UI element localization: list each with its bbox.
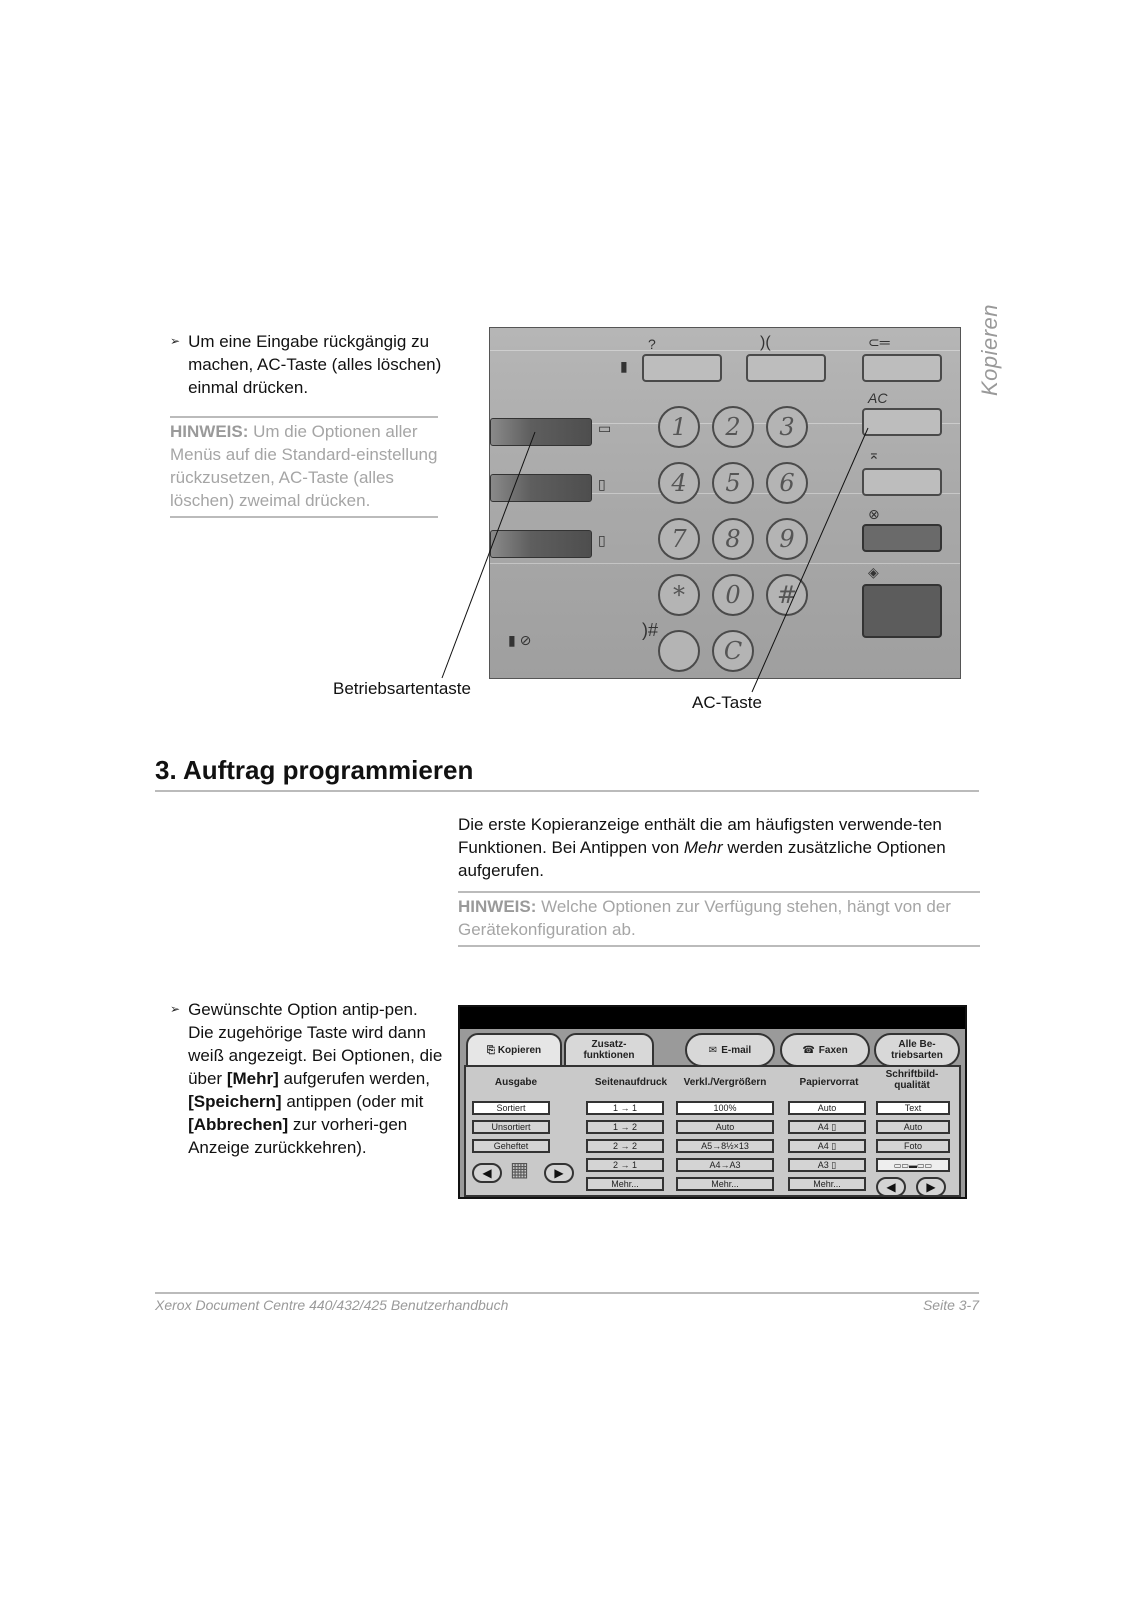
intro-emphasis: Mehr [683,838,723,857]
hint-label: HINWEIS: [458,897,537,916]
footer-manual-title: Xerox Document Centre 440/432/425 Benutzerhandbuch [155,1297,509,1313]
ac-label: AC [868,390,888,406]
indicator-mark: ▮ [620,358,628,374]
copy-mode-icon: ▭ [598,420,612,436]
intro-text-1: Die erste Kopieranzeige enthält die am häufigsten verwende-ten Funktionen. Bei Antippen von [458,815,942,857]
section-intro [458,813,980,882]
select-instruction [170,998,445,1159]
quality-auto-button[interactable]: Auto [876,1120,950,1134]
mode-key-leader-line [442,432,535,678]
select-instruction-text: Gewünschte Option antip-pen. Die zugehörige Taste wird dann weiß angezeigt. Bei Optionen, die über [Mehr] aufgerufen werden, [Speichern] antippen (oder mit [Abbrechen] zur vorheri-gen Anzeige zurückkehren). [188,1000,443,1157]
undo-instruction-text: Um eine Eingabe rückgängig zu machen, AC-Taste (alles löschen) einmal drücken. [188,332,442,397]
copy-touchscreen-photo [458,1005,967,1199]
fax-tab-icon: ☎ [802,1044,815,1056]
sides-2-1-button[interactable]: 2 → 1 [586,1158,664,1172]
section-divider [155,790,979,792]
column-output-heading: Ausgabe [494,1077,538,1088]
sides-more-button[interactable]: Mehr... [586,1177,664,1191]
right-arrow-icon[interactable]: ▶ [544,1163,574,1183]
quality-photo-button[interactable]: Foto [876,1139,950,1153]
column-image-quality-heading: Schriftbild-qualität [885,1069,939,1091]
footer-page-number: Seite 3-7 [922,1297,979,1313]
mode-key-caption: Betriebsartentaste [333,679,471,698]
sides-1-1-button[interactable]: 1 → 1 [586,1101,664,1115]
left-arrow-icon[interactable]: ◀ [472,1163,502,1183]
lighter-icon[interactable]: ◀ [876,1177,906,1197]
key-clear[interactable]: C [712,630,754,672]
key-1[interactable]: 1 [658,406,700,448]
paper-a4-portrait-button[interactable]: A4 ▯ [788,1120,866,1134]
key-8[interactable]: 8 [712,518,754,560]
bullet-arrow-icon: ➢ [170,1002,181,1016]
quality-text-button[interactable]: Text [876,1101,950,1115]
key-2[interactable]: 2 [712,406,754,448]
energy-saver-icon: ▮ ⊘ [508,632,532,648]
hint-configuration-note [458,891,980,947]
output-uncollated-button[interactable]: Unsortiert [472,1120,550,1134]
redial-icon: )# [642,620,659,640]
section-heading: 3. Auftrag programmieren [155,755,474,785]
hint-text: Welche Optionen zur Verfügung stehen, hängt von der Gerätekonfiguration ab. [458,897,951,939]
paper-a4-landscape-button[interactable]: A4 ▯ [788,1139,866,1153]
tab-email[interactable]: ✉ E-mail [685,1033,775,1067]
key-star[interactable]: * [658,574,700,616]
lighten-darken-scale[interactable]: ▭▭▬▭▭ [876,1158,950,1172]
output-stapled-button[interactable]: Geheftet [472,1139,550,1153]
reduce-more-button[interactable]: Mehr... [676,1177,774,1191]
start-icon: ◈ [868,564,879,580]
ac-key-leader-line [752,428,868,692]
copy-options-panel [464,1065,961,1197]
reduce-auto-button[interactable]: Auto [676,1120,774,1134]
tab-copy[interactable]: ⎘ Kopieren [466,1033,562,1067]
interrupt-icon: ⌅ [868,446,880,462]
key-6[interactable]: 6 [766,462,808,504]
paper-more-button[interactable]: Mehr... [788,1177,866,1191]
column-sides-heading: Seitenaufdruck [594,1077,668,1088]
pause-icon: )( [760,334,771,351]
key-hash[interactable]: # [766,574,808,616]
column-reduce-enlarge-heading: Verkl./Vergrößern [683,1077,767,1088]
ac-key-caption: AC-Taste [692,693,762,712]
paper-a3-button[interactable]: A3 ▯ [788,1158,866,1172]
copy-tab-icon: ⎘ [486,1044,495,1056]
reduce-a5-button[interactable]: A5→8½×13 [676,1139,774,1153]
reduce-100-button[interactable]: 100% [676,1101,774,1115]
column-paper-supply-heading: Papiervorrat [799,1077,859,1088]
key-3[interactable]: 3 [766,406,808,448]
tab-fax[interactable]: ☎ Faxen [780,1033,870,1067]
key-icon: ⊂═ [868,334,890,350]
output-collated-button[interactable]: Sortiert [472,1101,550,1115]
screen-top-bar [460,1007,965,1029]
side-tab-label: Kopieren [977,303,1002,397]
sides-2-2-button[interactable]: 2 → 2 [586,1139,664,1153]
stop-icon: ⊗ [868,506,880,522]
key-4[interactable]: 4 [658,462,700,504]
tab-additional-functions[interactable]: Zusatz-funktionen [564,1033,654,1067]
hint-text: Um die Optionen aller Menüs auf die Standard-einstellung rückzusetzen, AC-Taste (alles löschen) zweimal drücken. [170,422,438,510]
key-0[interactable]: 0 [712,574,754,616]
key-5[interactable]: 5 [712,462,754,504]
key-7[interactable]: 7 [658,518,700,560]
fax-mode-icon: ▯ [598,476,606,492]
help-icon: ? [648,336,656,352]
email-tab-icon: ✉ [708,1044,718,1056]
scan-mode-icon: ▯ [598,532,606,548]
paper-auto-button[interactable]: Auto [788,1101,866,1115]
hint-label: HINWEIS: [170,422,249,441]
key-9[interactable]: 9 [766,518,808,560]
intro-text-2: werden zusätzliche Optionen aufgerufen. [458,838,946,880]
enlarge-a4-a3-button[interactable]: A4→A3 [676,1158,774,1172]
tab-all-services[interactable]: Alle Be-triebsarten [874,1033,960,1067]
sides-1-2-button[interactable]: 1 → 2 [586,1120,664,1134]
bullet-arrow-icon: ➢ [170,334,181,348]
darker-icon[interactable]: ▶ [916,1177,946,1197]
copier-icon: ▦ [510,1159,529,1181]
footer-divider [155,1292,979,1294]
